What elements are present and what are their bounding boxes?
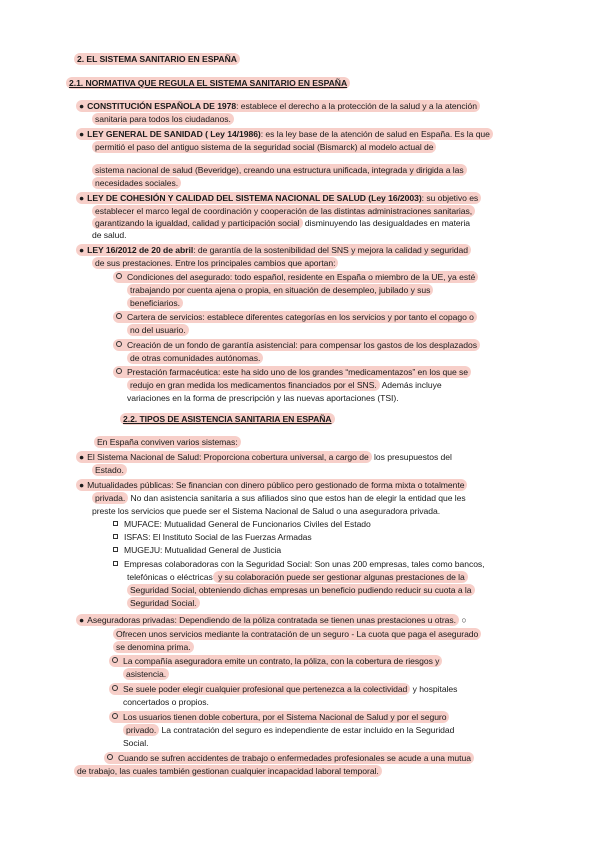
heading-section-2-1: 2.1. NORMATIVA QUE REGULA EL SISTEMA SANITARIO EN ESPAÑA [66,78,350,89]
sublist-item-cont: Social. [123,738,149,748]
sublist-item-cont: redujo en gran medida los medicamentos financiados por el SNS. Además incluye [127,380,442,391]
sublist-item: Creación de un fondo de garantía asistencial: para compensar los gastos de los desplazados [113,340,480,351]
list-item-mutualidades-cont: privada. No dan asistencia sanitaria a sus afiliados sino que estos han de elegir la entidad que les [92,493,466,504]
list-item-lgs-cont: permitió el paso del antiguo sistema de la seguridad social (Bismarck) al modelo actual de [92,142,436,153]
list-item-aseguradoras: ● Aseguradoras privadas: Dependiendo de la póliza contratada se tienen unas prestaciones u otras. ○ [76,615,467,626]
list-item-constitucion: ● CONSTITUCIÓN ESPAÑOLA DE 1978: establece el derecho a la protección de la salud y a la atención [76,101,480,112]
sublist-item-muface: MUFACE: Mutualidad General de Funcionarios Civiles del Estado [113,519,371,530]
sublist-item-empresas: Empresas colaboradoras con la Seguridad Social: Son unas 200 empresas, tales como bancos, [113,559,485,570]
sublist-item-accidentes: Cuando se sufren accidentes de trabajo o enfermedades profesionales se acude a una mutua [104,753,474,764]
list-item-aseguradoras-cont: Ofrecen unos servicios mediante la contratación de un seguro - La cuota que paga el asegurado [113,629,481,640]
intro-text: En España conviven varios sistemas: [94,437,241,448]
list-item-constitucion-cont: sanitaria para todos los ciudadanos. [92,114,234,125]
list-item-lcc-cont: de salud. [92,230,127,240]
list-item-ley-16-2012: ● LEY 16/2012 de 20 de abril: de garantía de la sostenibilidad del SNS y mejora la calidad y seguridad [76,245,471,256]
list-item-lgs-cont: necesidades sociales. [92,178,181,189]
list-item-lcc: ● LEY DE COHESIÓN Y CALIDAD DEL SISTEMA NACIONAL DE SALUD (Ley 16/2003): su objetivo es [76,193,481,204]
list-item-ley-16-2012-cont: de sus prestaciones. Entre los principales cambios que aportan: [92,258,338,269]
list-item-lgs: ● LEY GENERAL DE SANIDAD ( Ley 14/1986): es la ley base de la atención de salud en España. Es la que [76,129,493,140]
list-item-lgs-cont: sistema nacional de salud (Beveridge), creando una estructura unificada, integrada y dirigida a las [92,165,467,176]
list-item-aseguradoras-cont: se denomina prima. [113,642,194,653]
sublist-item-cont: de otras comunidades autónomas. [127,353,263,364]
sublist-item-isfas: ISFAS: El Instituto Social de las Fuerzas Armadas [113,532,312,543]
sublist-item-cont: privado. La contratación del seguro es independiente de estar incluido en la Seguridad [123,725,454,736]
list-item-mutualidades: ● Mutualidades públicas: Se financian con dinero público pero gestionado de forma mixta o totalmente [76,480,467,491]
sublist-item-cont: variaciones en la forma de prescripción y las nuevas aportaciones (TSI). [127,393,399,403]
sublist-item-cont: concertados o propios. [123,697,209,707]
sublist-item-cont: no del usuario. [127,325,189,336]
list-item-lcc-cont: garantizando la igualdad, calidad y participación social disminuyendo las desigualdades en materia [92,218,470,229]
sublist-item-cont: beneficiarios. [127,298,183,309]
sublist-item: Prestación farmacéutica: este ha sido uno de los grandes “medicamentazos” en los que se [113,367,471,378]
sublist-item-empresas-cont: Seguridad Social. [127,598,200,609]
sublist-item-cont: asistencia. [123,669,169,680]
sublist-item-accidentes-cont: de trabajo, las cuales también gestionan cualquier incapacidad laboral temporal. [74,766,382,777]
sublist-item-empresas-cont: telefónicas o eléctricas y su colaboración puede ser gestionar algunas prestaciones de la [127,572,468,583]
sublist-item-empresas-cont: Seguridad Social, obteniendo dichas empresas un beneficio pudiendo reducir su cuota a la [127,585,475,596]
sublist-item-mugeju: MUGEJU: Mutualidad General de Justicia [113,545,281,556]
list-item-sns-cont: Estado. [92,465,127,476]
sublist-item: La compañía aseguradora emite un contrato, la póliza, con la cobertura de riesgos y [109,656,442,667]
sublist-item: Los usuarios tienen doble cobertura, por el Sistema Nacional de Salud y por el seguro [109,712,449,723]
list-item-lcc-cont: establecer el marco legal de coordinación y cooperación de las distintas administraciones sanitarias, [92,206,475,217]
sublist-item: Se suele poder elegir cualquier profesional que pertenezca a la colectividad y hospitales [109,684,457,695]
list-item-mutualidades-cont: preste los servicios que puede ser el Sistema Nacional de Salud o una aseguradora privada. [92,506,441,516]
heading-section-2: 2. EL SISTEMA SANITARIO EN ESPAÑA [74,54,240,65]
heading-section-2-2: 2.2. TIPOS DE ASISTENCIA SANITARIA EN ESPAÑA [120,414,335,425]
sublist-item: Condiciones del asegurado: todo español, residente en España o miembro de la UE, ya esté [113,272,478,283]
list-item-sns: ● El Sistema Nacional de Salud: Proporciona cobertura universal, a cargo de los presupuestos del [76,452,452,463]
sublist-item: Cartera de servicios: establece diferentes categorías en los servicios y por tanto el copago o [113,312,477,323]
sublist-item-cont: trabajando por cuenta ajena o propia, en situación de desempleo, jubilado y sus [127,285,433,296]
